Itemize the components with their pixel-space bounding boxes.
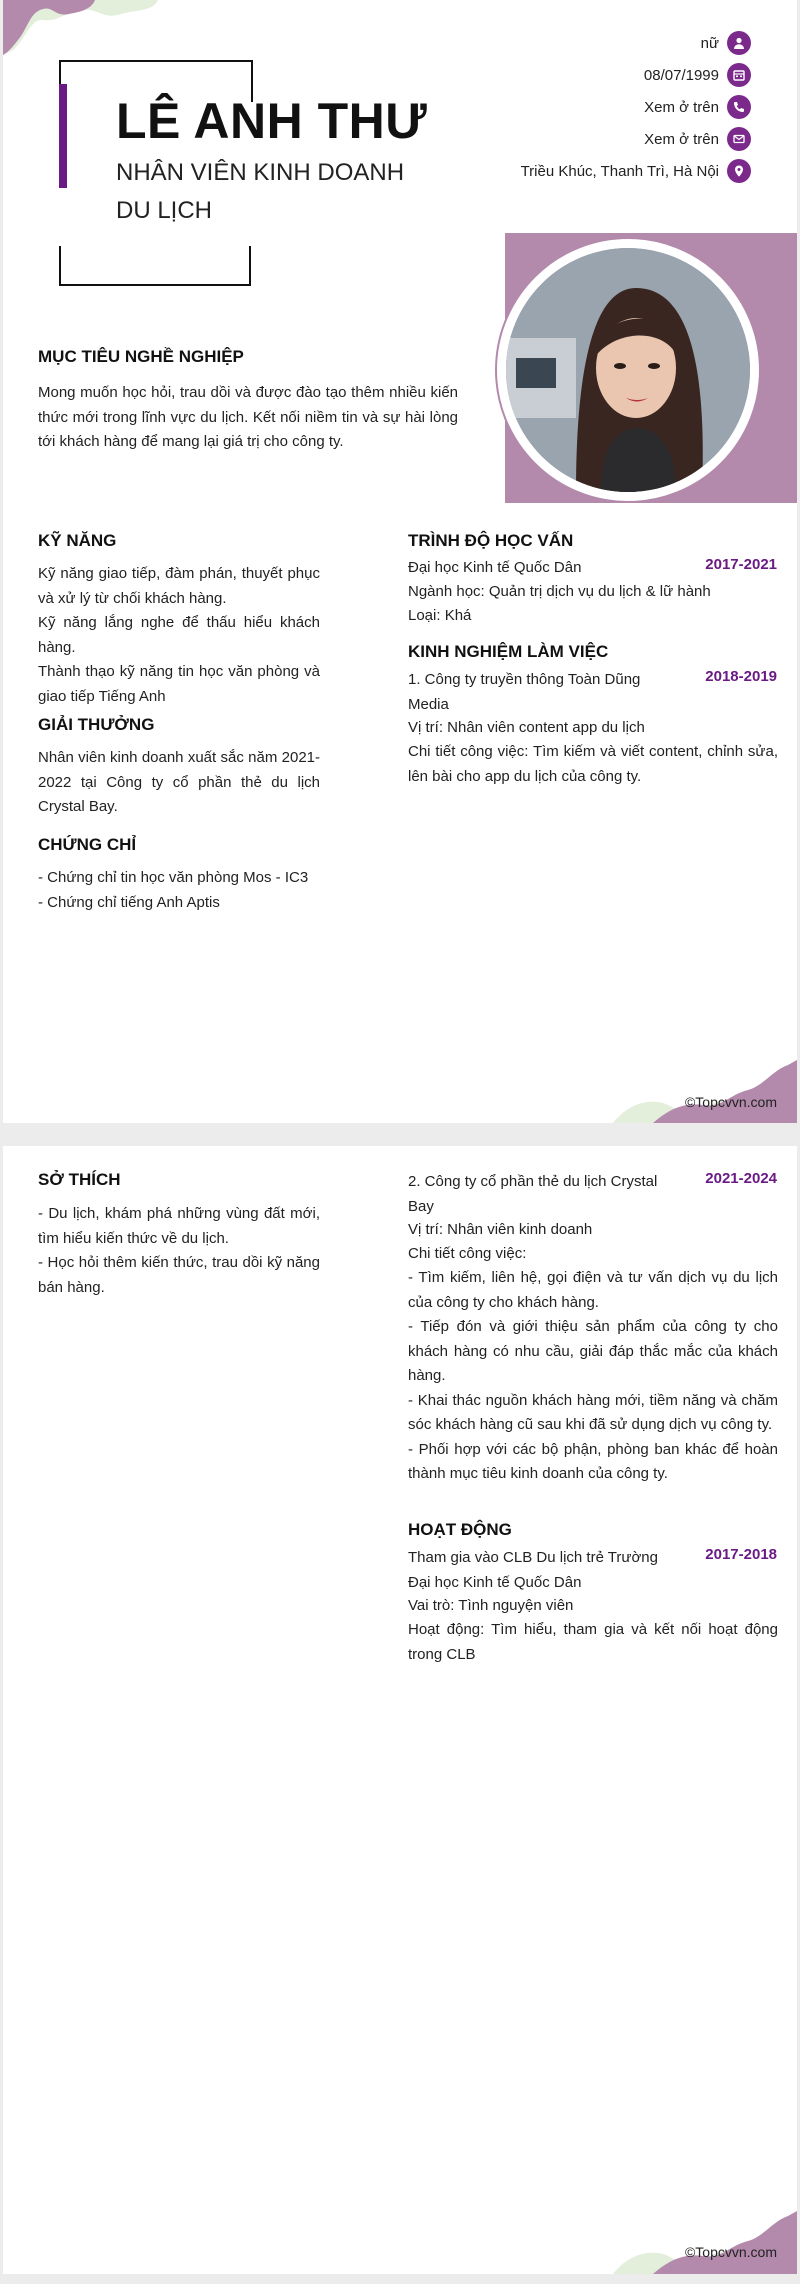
experience-title: KINH NGHIỆM LÀM VIỆC <box>408 642 609 661</box>
awards-text: Nhân viên kinh doanh xuất sắc năm 2021-2022 tại Công ty cổ phần thẻ du lịch Crystal Bay. <box>38 749 320 815</box>
certificate-item: - Chứng chỉ tiếng Anh Aptis <box>38 893 220 911</box>
task-item: - Tiếp đón và giới thiệu sản phẩm của công ty cho khách hàng có nhu cầu, giải đáp thắc mắc của khách hàng. <box>408 1318 778 1384</box>
hobby-item: - Học hỏi thêm kiến thức, trau dồi kỹ năng bán hàng. <box>38 1254 320 1296</box>
task-item: - Khai thác nguồn khách hàng mới, tiềm năng và chăm sóc khách hàng cũ sau khi đã sử dụng dịch vụ công ty. <box>408 1391 778 1433</box>
hobbies-title: SỞ THÍCH <box>38 1170 121 1189</box>
certificates-list <box>38 866 320 915</box>
job-title: NHÂN VIÊN KINH DOANH DU LỊCH <box>116 159 405 224</box>
contact-birthday <box>644 62 751 88</box>
education-grade: Loại: Khá <box>408 607 472 624</box>
profile-photo <box>506 248 750 492</box>
job2-company: 2. Công ty cổ phần thẻ du lịch Crystal Bay <box>408 1173 658 1215</box>
skills-list <box>38 562 320 709</box>
skill-item: Kỹ năng lắng nghe để thấu hiểu khách hàng. <box>38 614 320 656</box>
accent-bar <box>59 84 67 188</box>
gender-text: nữ <box>700 34 719 52</box>
hobby-item: - Du lịch, khám phá những vùng đất mới, tìm hiểu kiến thức về du lịch. <box>38 1205 320 1247</box>
job2-date: 2021-2024 <box>705 1170 777 1187</box>
contact-email <box>644 126 751 152</box>
email-text: Xem ở trên <box>644 130 719 148</box>
contact-address <box>521 158 751 184</box>
certificates-title: CHỨNG CHỈ <box>38 835 137 854</box>
job2-position: Vị trí: Nhân viên kinh doanh <box>408 1221 593 1238</box>
calendar-icon <box>727 63 751 87</box>
activity-role: Vai trò: Tình nguyện viên <box>408 1597 574 1614</box>
certificate-item: - Chứng chỉ tin học văn phòng Mos - IC3 <box>38 869 309 886</box>
address-text: Triều Khúc, Thanh Trì, Hà Nội <box>520 162 719 180</box>
activity-date: 2017-2018 <box>705 1546 777 1563</box>
hobbies-list <box>38 1202 320 1300</box>
job2-details-label: Chi tiết công việc: <box>408 1245 527 1262</box>
job1-position: Vị trí: Nhân viên content app du lịch <box>408 719 645 736</box>
job1-details: Chi tiết công việc: Tìm kiếm và viết content, chỉnh sửa, lên bài cho app du lịch của công ty. <box>408 743 778 785</box>
phone-text: Xem ở trên <box>644 98 719 116</box>
corner-decoration-bottom <box>613 2211 797 2274</box>
skill-item: Thành thạo kỹ năng tin học văn phòng và giao tiếp Tiếng Anh <box>38 663 320 705</box>
location-pin-icon <box>727 159 751 183</box>
skill-item: Kỹ năng giao tiếp, đàm phán, thuyết phục và xử lý từ chối khách hàng. <box>38 565 320 607</box>
task-item: - Phối hợp với các bộ phận, phòng ban khác để hoàn thành mục tiêu kinh doanh của công ty. <box>408 1440 778 1482</box>
footer-brand-page1: ©Topcvvn.com <box>684 1094 777 1110</box>
contact-phone <box>644 94 751 120</box>
education-title: TRÌNH ĐỘ HỌC VẤN <box>408 531 574 550</box>
education-major: Ngành học: Quản trị dịch vụ du lịch & lữ hành <box>408 583 711 600</box>
corner-decoration-top <box>3 0 163 60</box>
education-date: 2017-2021 <box>705 556 777 573</box>
activity-org: Tham gia vào CLB Du lịch trẻ Trường Đại học Kinh tế Quốc Dân <box>408 1549 658 1591</box>
contact-gender <box>701 30 751 56</box>
candidate-name: LÊ ANH THƯ <box>116 93 428 149</box>
awards-title: GIẢI THƯỞNG <box>38 715 155 734</box>
objective-title: MỤC TIÊU NGHỀ NGHIỆP <box>38 347 244 366</box>
job2-tasks <box>408 1266 778 1487</box>
objective-text: Mong muốn học hỏi, trau dồi và được đào tạo thêm nhiều kiến thức mới trong lĩnh vực du lịch. Kết nối niềm tin và sự hài lòng tới khách hàng để mang lại giá trị cho công ty. <box>38 384 458 450</box>
job1-company: 1. Công ty truyền thông Toàn Dũng Media <box>408 671 641 713</box>
activity-details: Hoạt động: Tìm hiểu, tham gia và kết nối hoạt động trong CLB <box>408 1621 778 1663</box>
task-item: - Tìm kiếm, liên hệ, gọi điện và tư vấn dịch vụ du lịch của công ty cho khách hàng. <box>408 1269 778 1311</box>
frame-bottom <box>59 246 251 286</box>
cv-page-2 <box>3 1146 797 2274</box>
cv-page-1 <box>3 0 797 1123</box>
footer-brand-page2: ©Topcvvn.com <box>684 2244 777 2260</box>
job1-date: 2018-2019 <box>705 668 777 685</box>
birthday-text: 08/07/1999 <box>643 66 719 84</box>
skills-title: KỸ NĂNG <box>38 531 117 550</box>
user-icon <box>727 31 751 55</box>
portrait-illustration <box>506 248 750 492</box>
phone-icon <box>727 95 751 119</box>
mail-icon <box>727 127 751 151</box>
corner-decoration-bottom <box>613 1060 797 1123</box>
education-school: Đại học Kinh tế Quốc Dân <box>408 559 582 576</box>
activities-title: HOẠT ĐỘNG <box>408 1520 512 1539</box>
